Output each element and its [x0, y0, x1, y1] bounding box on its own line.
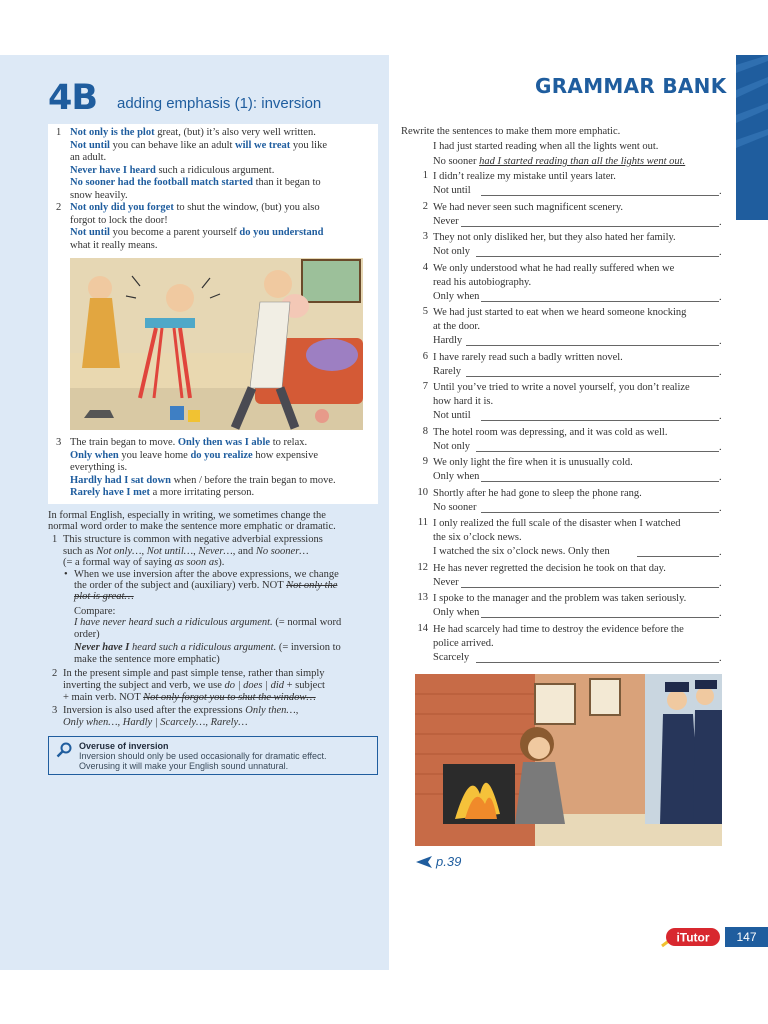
emphasis: Not only did you forget [70, 202, 174, 213]
answer-prompt: Not only [433, 246, 471, 257]
answer-prompt: Only when [433, 471, 480, 482]
period: . [719, 577, 722, 589]
note-line: such as Not only…, Not until…, Never…, and No sooner… [63, 546, 309, 557]
period: . [719, 291, 722, 303]
emphasis: Only then was I able [177, 437, 271, 448]
note-text: This structure is common with negative adverbial expressions [63, 534, 323, 545]
exercise-number: 2 [422, 200, 428, 212]
example-2 [56, 202, 375, 252]
period: . [719, 652, 722, 664]
answer-blank[interactable] [466, 376, 719, 377]
example-answer: No sooner had I started reading than all the lights went out. [433, 156, 686, 167]
answer-blank[interactable] [481, 512, 719, 513]
emphasis: No sooner had the football match started [70, 177, 253, 188]
example-text: a more irritating person. [150, 487, 255, 498]
family-illustration [70, 258, 363, 430]
magnifier-icon [56, 742, 72, 758]
answer-prompt: Not until [433, 185, 471, 196]
note-text: Compare: [74, 606, 116, 617]
exercise-sentence: Shortly after he had gone to sleep the phone rang. [433, 487, 642, 499]
exercise-sentence: We only light the fire when it is unusually cold. [433, 457, 633, 468]
note-line: I have never heard such a ridiculous argument. (= normal word [74, 617, 342, 628]
example-3 [56, 437, 375, 500]
exercise-sentence: I didn’t realize my mistake until years later. [433, 171, 616, 182]
example-text: such a ridiculous argument. [155, 164, 275, 176]
note-text: In formal English, especially in writing, we sometimes change the [48, 510, 326, 521]
page-reference-link[interactable]: p.39 [436, 854, 462, 869]
exercise-number: 14 [417, 622, 428, 634]
exercise-number: 13 [417, 592, 428, 603]
example-text: what it really means. [70, 239, 158, 251]
bullet: • [64, 569, 68, 580]
exercise-number: 1 [422, 170, 428, 181]
example-text: The train began to move. [70, 437, 178, 448]
example-text: everything is. [70, 462, 128, 473]
note-text: plot is great… [74, 591, 134, 602]
fireplace-illustration [415, 674, 722, 846]
example-text: to relax. [270, 437, 308, 448]
exercise-number: 9 [422, 456, 428, 467]
example-number: 1 [56, 127, 62, 138]
exercise-sentence: I spoke to the manager and the problem was taken seriously. [433, 593, 687, 604]
exercise-sentence: I have rarely read such a badly written novel. [433, 351, 623, 363]
note-text: normal word order to make the sentence more emphatic or dramatic. [48, 521, 336, 532]
exercise-sentence: Until you’ve tried to write a novel yourself, you don’t realize [433, 382, 690, 393]
exercise-number: 8 [422, 425, 428, 437]
answer-blank[interactable] [481, 617, 719, 618]
note-text: Only when…, Hardly | Scarcely…, Rarely… [63, 717, 248, 728]
example-sentence: I had just started reading when all the lights went out. [433, 141, 659, 152]
answer-blank[interactable] [481, 195, 719, 196]
example-text: forgot to lock the door! [70, 214, 168, 226]
answer-prompt: Only when [433, 290, 480, 302]
example-text: than it began to [252, 177, 321, 188]
note-line: inverting the subject and verb, we use do | does | did + subject [63, 680, 325, 691]
example-number: 2 [56, 202, 62, 213]
period: . [719, 472, 722, 483]
note-line: Inversion is also used after the expressions Only then…, [63, 705, 299, 716]
exercise-number: 3 [422, 231, 428, 242]
example-text: you like [290, 139, 327, 151]
period: . [719, 186, 722, 197]
decorative-stripe [736, 55, 768, 220]
exercise-sentence: They not only disliked her, but they also hated her family. [433, 232, 676, 243]
answer-blank[interactable] [637, 556, 719, 557]
tip-text: Overusing it will make your English sound unnatural. [79, 761, 289, 771]
emphasis: Never have I heard [70, 164, 156, 176]
period: . [719, 441, 722, 453]
answer-blank[interactable] [476, 662, 719, 663]
answer-blank[interactable] [481, 420, 719, 421]
exercise-sentence: He had scarcely had time to destroy the evidence before the [433, 623, 684, 635]
tip-title: Overuse of inversion [79, 741, 169, 751]
note-line: + main verb. NOT Not only forgot you to shut the window… [63, 692, 316, 703]
period: . [719, 336, 722, 347]
back-arrow-icon[interactable] [416, 856, 434, 868]
emphasis: Rarely have I met [70, 487, 150, 498]
example-text: to shut the window, (but) you also [173, 202, 320, 213]
note-text: When we use inversion after the above expressions, we change [74, 569, 339, 580]
answer-blank[interactable] [461, 587, 719, 588]
emphasis: Hardly had I sat down [70, 474, 171, 486]
period: . [719, 411, 722, 422]
tip-text: Inversion should only be used occasionally for dramatic effect. [79, 751, 327, 761]
answer-prompt: Scarcely [433, 651, 470, 663]
period: . [719, 247, 722, 258]
answer-blank[interactable] [481, 481, 719, 482]
exercise-sentence: at the door. [433, 321, 480, 332]
example-1 [56, 127, 375, 202]
answer-prompt: Not only [433, 440, 471, 452]
tip-box [48, 736, 378, 775]
answer-blank[interactable] [481, 301, 719, 302]
grammar-bank-title: GRAMMAR BANK [535, 74, 727, 98]
note-number: 3 [52, 705, 58, 716]
answer-prompt: Rarely [433, 365, 461, 377]
exercise-number: 11 [417, 517, 428, 528]
note-line: the order of the subject and (auxiliary) verb. NOT Not only the [74, 580, 338, 591]
emphasis: do you realize [190, 449, 253, 461]
example-text: great, (but) it’s also very well written. [154, 127, 316, 138]
exercise-number: 4 [422, 261, 428, 273]
example-number: 3 [56, 437, 62, 448]
emphasis: Not only is the plot [70, 127, 155, 138]
period: . [719, 502, 722, 514]
answer-prompt: Hardly [433, 335, 463, 346]
exercise-sentence: police arrived. [433, 637, 494, 649]
note-line: (= a formal way of saying as soon as). [63, 557, 225, 568]
answer-blank[interactable] [476, 256, 719, 257]
exercise-sentence: I only realized the full scale of the disaster when I watched [433, 518, 681, 529]
answer-prompt: Never [433, 215, 459, 227]
emphasis: Only when [70, 449, 119, 461]
exercise-sentence: He has never regretted the decision he took on that day. [433, 562, 666, 574]
period: . [719, 366, 722, 378]
answer-prompt: Never [433, 576, 459, 588]
answer-prompt: Only when [433, 607, 480, 618]
emphasis: will we treat [235, 139, 291, 151]
exercise-number: 5 [422, 306, 428, 317]
example-text: when / before the train began to move. [170, 474, 336, 486]
exercise-sentence: We only understood what he had really suffered when we [433, 262, 675, 274]
exercise-instruction: Rewrite the sentences to make them more emphatic. [401, 126, 621, 137]
exercise-number: 10 [417, 486, 428, 498]
answer-prompt: Not until [433, 410, 471, 421]
answer-blank[interactable] [466, 345, 719, 346]
note-text: In the present simple and past simple tense, rather than simply [63, 668, 325, 679]
exercise-sentence: We had never seen such magnificent scenery. [433, 201, 624, 213]
exercise-sentence: read his autobiography. [433, 276, 532, 288]
itutor-logo-text: iTutor [676, 930, 710, 945]
unit-topic: adding emphasis (1): inversion [117, 95, 322, 112]
answer-blank[interactable] [476, 451, 719, 452]
exercise-sentence: how hard it is. [433, 396, 494, 407]
note-number: 2 [52, 668, 58, 679]
exercise-number: 12 [417, 561, 428, 573]
emphasis: do you understand [239, 227, 324, 238]
answer-prompt: I watched the six o’clock news. Only then [433, 546, 610, 557]
period: . [719, 216, 722, 228]
note-number: 1 [52, 534, 58, 545]
note-line: Never have I heard such a ridiculous argument. (= inversion to [74, 642, 341, 653]
note-text: order) [74, 629, 100, 640]
exercise-sentence: the six o’clock news. [433, 532, 522, 543]
itutor-logo [660, 926, 722, 948]
unit-number: 4B [48, 78, 98, 118]
emphasis: Not until [70, 227, 110, 238]
note-text: make the sentence more emphatic) [74, 654, 220, 665]
example-text: an adult. [70, 152, 107, 163]
example-text: how expensive [252, 449, 319, 461]
answer-prompt: No sooner [433, 501, 477, 513]
exercise-number: 6 [422, 350, 428, 362]
exercise-number: 7 [422, 381, 428, 392]
example-text: you can behave like an adult [109, 139, 236, 151]
answer-blank[interactable] [461, 226, 719, 227]
period: . [719, 547, 722, 558]
emphasis: Not until [70, 139, 110, 151]
example-text: you become a parent yourself [109, 227, 240, 238]
exercise-sentence: The hotel room was depressing, and it was cold as well. [433, 426, 668, 438]
exercise-sentence: We had just started to eat when we heard someone knocking [433, 307, 687, 318]
page-number: 147 [725, 927, 768, 947]
example-text: you leave home [118, 449, 191, 461]
example-text: snow heavily. [70, 189, 128, 201]
period: . [719, 608, 722, 619]
